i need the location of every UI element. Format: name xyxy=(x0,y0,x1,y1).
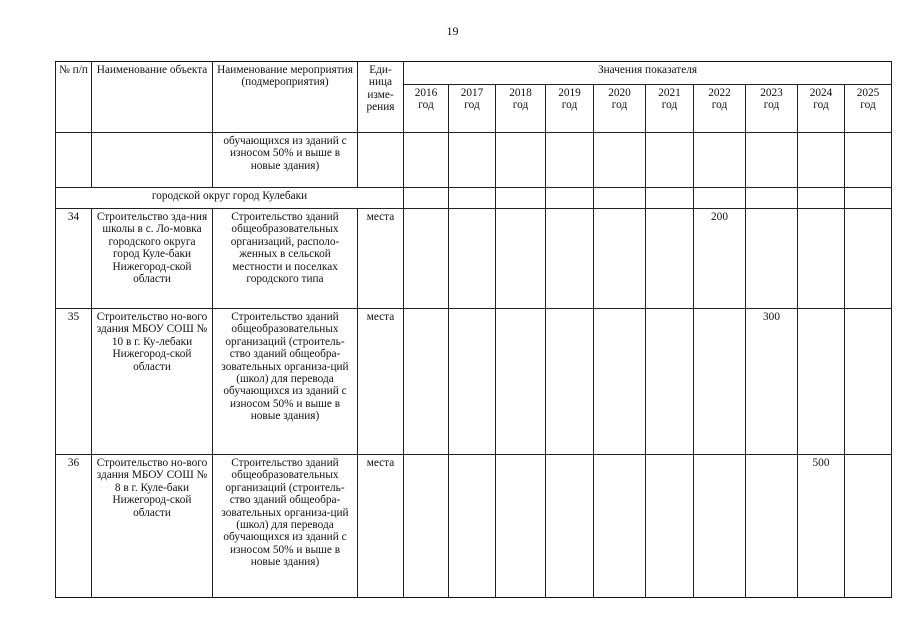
table-cell xyxy=(845,188,892,209)
header-values-group: Значения показателя xyxy=(404,62,892,85)
table-cell xyxy=(594,188,646,209)
table-cell xyxy=(496,188,546,209)
value-cell xyxy=(845,309,892,455)
table-cell xyxy=(449,188,496,209)
table-cell xyxy=(358,133,404,188)
table-cell xyxy=(546,133,594,188)
table-row xyxy=(56,455,892,598)
value-cell xyxy=(546,209,594,309)
header-year: 2017 год xyxy=(449,85,496,133)
event-name: Строительство зданий общеобразовательных организаций, располо-женных в сельской местности и поселках городского типа xyxy=(213,209,358,309)
header-year: 2016 год xyxy=(404,85,449,133)
value-cell xyxy=(404,309,449,455)
unit-cell: места xyxy=(358,209,404,309)
table-cell xyxy=(746,133,798,188)
value-cell xyxy=(594,309,646,455)
value-cell xyxy=(449,309,496,455)
value-cell xyxy=(646,455,694,598)
value-cell xyxy=(798,209,845,309)
header-event: Наименование мероприятия (подмероприятия) xyxy=(213,62,358,133)
table-cell xyxy=(798,133,845,188)
table-cell xyxy=(56,133,92,188)
value-cell xyxy=(594,209,646,309)
header-year: 2024 год xyxy=(798,85,845,133)
table-cell xyxy=(646,133,694,188)
table-cell xyxy=(694,133,746,188)
table-cell xyxy=(646,188,694,209)
table-cell xyxy=(404,133,449,188)
value-cell: 200 xyxy=(694,209,746,309)
value-cell xyxy=(449,455,496,598)
section-row xyxy=(56,188,892,209)
table-cell xyxy=(404,188,449,209)
header-year: 2018 год xyxy=(496,85,546,133)
header-year: 2023 год xyxy=(746,85,798,133)
value-cell xyxy=(496,209,546,309)
header-unit: Еди-ница изме-рения xyxy=(358,62,404,133)
row-number: 35 xyxy=(56,309,92,455)
header-object: Наименование объекта xyxy=(92,62,213,133)
table-cell xyxy=(845,133,892,188)
value-cell xyxy=(845,209,892,309)
value-cell xyxy=(646,309,694,455)
table-cell xyxy=(496,133,546,188)
header-year: 2021 год xyxy=(646,85,694,133)
table-cell xyxy=(92,133,213,188)
continuation-row xyxy=(56,133,892,188)
value-cell xyxy=(798,309,845,455)
value-cell xyxy=(845,455,892,598)
table-row xyxy=(56,309,892,455)
row-number: 36 xyxy=(56,455,92,598)
value-cell: 500 xyxy=(798,455,845,598)
header-year: 2019 год xyxy=(546,85,594,133)
value-cell: 300 xyxy=(746,309,798,455)
value-cell xyxy=(594,455,646,598)
table-cell xyxy=(594,133,646,188)
value-cell xyxy=(546,309,594,455)
object-name: Строительство но-вого здания МБОУ СОШ № 10 в г. Ку-лебаки Нижегород-ской области xyxy=(92,309,213,455)
header-year: 2025 год xyxy=(845,85,892,133)
table-cell xyxy=(449,133,496,188)
header-year: 2020 год xyxy=(594,85,646,133)
header-year: 2022 год xyxy=(694,85,746,133)
table-cell xyxy=(694,188,746,209)
value-cell xyxy=(404,209,449,309)
page-number: 19 xyxy=(446,24,459,38)
value-cell xyxy=(496,309,546,455)
header-row-1 xyxy=(56,62,892,85)
value-cell xyxy=(496,455,546,598)
object-name: Строительство но-вого здания МБОУ СОШ № 8 в г. Куле-баки Нижегород-ской области xyxy=(92,455,213,598)
event-name: Строительство зданий общеобразовательных организаций (строитель-ство зданий общеобра-зовательных организа-ций (школ) для перевода обучающихся из зданий с износом 50% и выше в новые здания) xyxy=(213,455,358,598)
value-cell xyxy=(746,209,798,309)
value-cell xyxy=(646,209,694,309)
header-num: № п/п xyxy=(56,62,92,133)
table-cell xyxy=(546,188,594,209)
section-title: городской округ город Кулебаки xyxy=(56,188,404,209)
value-cell xyxy=(694,455,746,598)
value-cell xyxy=(694,309,746,455)
value-cell xyxy=(546,455,594,598)
table-cell xyxy=(746,188,798,209)
value-cell xyxy=(404,455,449,598)
value-cell xyxy=(746,455,798,598)
unit-cell: места xyxy=(358,309,404,455)
row-number: 34 xyxy=(56,209,92,309)
continuation-text: обучающихся из зданий с износом 50% и выше в новые здания) xyxy=(213,133,358,188)
event-name: Строительство зданий общеобразовательных организаций (строитель-ство зданий общеобра-зовательных организа-ций (школ) для перевода обучающихся из зданий с износом 50% и выше в новые здания) xyxy=(213,309,358,455)
unit-cell: места xyxy=(358,455,404,598)
indicators-table xyxy=(55,61,892,598)
object-name: Строительство зда-ния школы в с. Ло-мовка городского округа город Куле-баки Нижегород-ской области xyxy=(92,209,213,309)
table-row xyxy=(56,209,892,309)
table-cell xyxy=(798,188,845,209)
value-cell xyxy=(449,209,496,309)
